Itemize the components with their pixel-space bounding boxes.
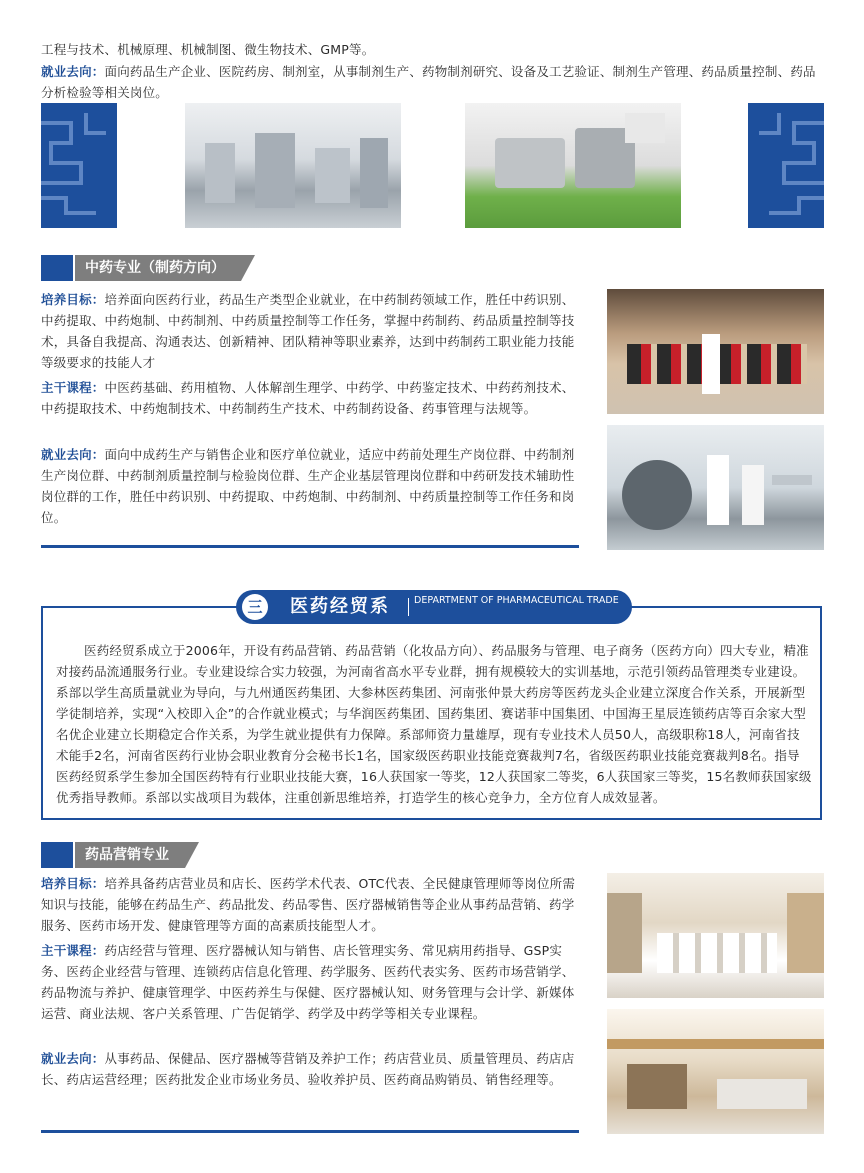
department-name: 医药经贸系 [290,596,390,617]
employment-label: 就业去向： [41,64,105,79]
tcm-employment [41,444,581,528]
employment-text: 面向药品生产企业、医院药房、制剂室，从事制剂生产、药物制剂研究、设备及工艺验证、制剂生产管理、药品质量控制、药品分析检验等相关岗位。 [41,64,816,100]
employment-label: 就业去向： [41,1051,105,1066]
employment-text: 面向中成药生产与销售企业和医疗单位就业，适应中药前处理生产岗位群、中药制剂生产岗位群、中药制剂质量控制与检验岗位群、生产企业基层管理岗位群和中药研发技术辅助性岗位群的工作，胜任中药识别、中药提取、中药炮制、中药制剂、中药质量控制等工作任务和岗位。 [41,447,575,525]
pharmacy-training-room-photo [607,873,824,998]
department-number: 三 [242,594,268,620]
decorative-pattern-left [41,103,117,228]
employment-label: 就业去向： [41,447,105,462]
tcm-lab-photo [607,425,824,550]
courses-text: 中医药基础、药用植物、人体解剖生理学、中药学、中药鉴定技术、中药药剂技术、中药提取技术、中药炮制技术、中药制药生产技术、中药制药设备、药事管理与法规等。 [41,380,575,416]
courses-text: 药店经营与管理、医疗器械认知与销售、店长管理实务、常见病用药指导、GSP实务、医药企业经营与管理、连锁药店信息化管理、药学服务、医药代表实务、医药市场营销学、药品物流与养护、健康管理学、中医药养生与保健、医疗器械认知、财务管理与会计学、新媒体运营、商业法规、客户关系管理、广告促销学、药学及中药学等相关专业课程。 [41,943,575,1021]
courses-label: 主干课程： [41,943,105,958]
department-intro-text: 医药经贸系成立于2006年，开设有药品营销、药品营销（化妆品方向）、药品服务与管理、电子商务（医药方向）四大专业，精准对接药品流通服务行业。专业建设综合实力较强，为河南省高水平专业群，拥有规模较大的实训基地，示范引领药品管理类专业建设。系部以学生高质量就业为导向，与九州通医药集团、大参林医药集团、河南张仲景大药房等医药龙头企业建立深度合作关系，开展新型学徒制培养，实现“入校即入企”的合作就业模式；与华润医药集团、国药集团、赛诺菲中国集团、中国海王星辰连锁药店等百余家大型名优企业建立长期稳定合作关系，为学生就业提供有力保障。系部师资力量雄厚，现有专业技术人员50人，高级职称18人，河南省技术能手2名，河南省医药行业协会职业教育分会秘书长1名，国家级医药职业技能竞赛裁判7名，省级医药职业技能竞赛裁判8名。指导医药经贸系学生参加全国医药特有行业职业技能大赛，16人获国家一等奖，12人获国家二等奖，6人获国家三等奖，15名教师获国家级优秀指导教师。系部以实战项目为载体，注重创新思维培养，打造学生的核心竞争力，全方位育人成效显著。 [56,643,812,805]
courses-label: 主干课程： [41,380,105,395]
decorative-pattern-right [748,103,824,228]
tcm-training-goal [41,289,581,373]
top-employment-paragraph [41,61,826,103]
marketing-training-goal [41,873,581,936]
simulated-pharmacy-photo [607,1009,824,1134]
training-text: 培养面向医药行业，药品生产类型企业就业，在中药制药领域工作，胜任中药识别、中药提取、中药炮制、中药制剂、中药质量控制等工作任务，掌握中药制药、药品质量控制等技术，具备自我提高、沟通表达、创新精神、团队精神等职业素养，达到中药制药工职业能力技能等级要求的技能人才 [41,292,575,370]
heading-marker [41,255,73,281]
top-intro-line: 工程与技术、机械原理、机械制图、微生物技术、GMP等。 [41,42,375,57]
marketing-section-title: 药品营销专业 [75,842,185,868]
marketing-employment [41,1048,581,1090]
training-label: 培养目标： [41,876,105,891]
pharma-machine-photo [465,103,681,228]
section-divider [41,1130,579,1133]
ornament-icon [41,103,117,228]
ornament-icon [748,103,824,228]
heading-marker [41,842,73,868]
tcm-main-courses [41,377,581,419]
training-label: 培养目标： [41,292,105,307]
department-name-en: DEPARTMENT OF PHARMACEUTICAL TRADE [414,595,619,606]
marketing-main-courses [41,940,581,1024]
department-title-badge [236,590,632,624]
title-separator [408,598,409,616]
factory-workshop-photo [185,103,401,228]
section-divider [41,545,579,548]
tcm-training-class-photo [607,289,824,414]
tcm-section-title: 中药专业（制药方向） [75,255,241,281]
employment-text: 从事药品、保健品、医疗器械等营销及养护工作；药店营业员、质量管理员、药店店长、药店运营经理；医药批发企业市场业务员、验收养护员、医药商品购销员、销售经理等。 [41,1051,575,1087]
training-text: 培养具备药店营业员和店长、医药学术代表、OTC代表、全民健康管理师等岗位所需知识与技能，能够在药品生产、药品批发、药品零售、医疗器械销售等企业从事药品营销、药学服务、医药市场开发、健康管理等方面的高素质技能型人才。 [41,876,576,933]
